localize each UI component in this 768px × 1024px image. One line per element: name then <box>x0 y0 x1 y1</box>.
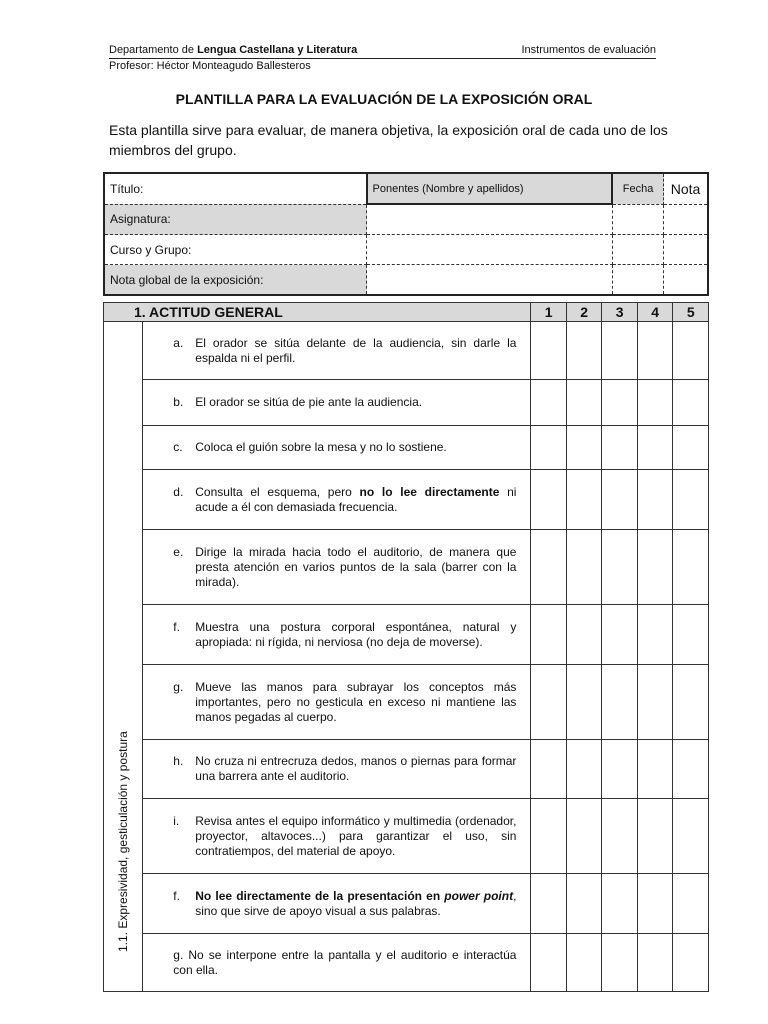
score-cell[interactable] <box>531 799 567 874</box>
nota-cell[interactable] <box>664 265 708 296</box>
criterion-c: c. Coloca el guión sobre la mesa y no lo sostiene. <box>143 426 531 470</box>
score-cell[interactable] <box>566 665 602 740</box>
header-right: Instrumentos de evaluación <box>521 44 656 56</box>
section-title: 1. ACTITUD GENERAL <box>104 303 531 322</box>
document-header <box>109 44 656 73</box>
fecha-cell[interactable] <box>612 265 663 296</box>
criterion-h: h. No cruza ni entrecruza dedos, manos o piernas para formar una barrera ante el auditorio. <box>143 740 531 799</box>
score-cell[interactable] <box>566 322 602 380</box>
score-cell[interactable] <box>673 665 709 740</box>
criterion-i: i. Revisa antes el equipo informático y multimedia (ordenador, proyector, altavoces...) para garantizar el uso, sin contratiempos, del material de apoyo. <box>143 799 531 874</box>
score-cell[interactable] <box>531 605 567 665</box>
curso-label: Curso y Grupo: <box>104 235 367 265</box>
score-cell[interactable] <box>531 426 567 470</box>
score-cell[interactable] <box>602 665 638 740</box>
score-cell[interactable] <box>566 380 602 426</box>
criterion-g: g. Mueve las manos para subrayar los conceptos más importantes, pero no gesticula en exceso ni mantiene las manos pegadas al cuerpo. <box>143 665 531 740</box>
score-header-1: 1 <box>531 303 567 322</box>
score-cell[interactable] <box>566 605 602 665</box>
criterion-g2: g. No se interpone entre la pantalla y el auditorio e interactúa con ella. <box>143 934 531 992</box>
score-cell[interactable] <box>673 740 709 799</box>
score-cell[interactable] <box>531 665 567 740</box>
score-cell[interactable] <box>566 934 602 992</box>
score-cell[interactable] <box>637 322 673 380</box>
page-title: PLANTILLA PARA LA EVALUACIÓN DE LA EXPOSICIÓN ORAL <box>175 91 593 107</box>
score-cell[interactable] <box>566 740 602 799</box>
subsection-label: 1.1. Expresividad, gesticulación y postura <box>104 322 143 992</box>
ponentes-header: Ponentes (Nombre y apellidos) <box>367 173 613 204</box>
nota-cell[interactable] <box>664 204 708 235</box>
score-cell[interactable] <box>602 530 638 605</box>
score-cell[interactable] <box>566 530 602 605</box>
score-header-2: 2 <box>566 303 602 322</box>
ponente-cell[interactable] <box>367 235 613 265</box>
score-cell[interactable] <box>673 470 709 530</box>
score-cell[interactable] <box>637 799 673 874</box>
score-cell[interactable] <box>637 665 673 740</box>
score-cell[interactable] <box>637 470 673 530</box>
score-cell[interactable] <box>673 934 709 992</box>
evaluation-table <box>103 302 709 992</box>
score-cell[interactable] <box>602 426 638 470</box>
intro-text: Esta plantilla sirve para evaluar, de manera objetiva, la exposición oral de cada uno de los miembros del grupo. <box>109 122 668 158</box>
score-cell[interactable] <box>637 934 673 992</box>
score-header-5: 5 <box>673 303 709 322</box>
fecha-header: Fecha <box>612 173 663 204</box>
score-cell[interactable] <box>602 322 638 380</box>
score-cell[interactable] <box>673 426 709 470</box>
score-cell[interactable] <box>637 426 673 470</box>
ponente-cell[interactable] <box>367 204 613 235</box>
score-cell[interactable] <box>531 322 567 380</box>
score-cell[interactable] <box>602 934 638 992</box>
criterion-f: f. Muestra una postura corporal espontánea, natural y apropiada: ni rígida, ni nerviosa (no deja de moverse). <box>143 605 531 665</box>
score-cell[interactable] <box>673 530 709 605</box>
score-header-4: 4 <box>637 303 673 322</box>
score-cell[interactable] <box>602 799 638 874</box>
ponente-cell[interactable] <box>367 265 613 296</box>
criterion-d: d. Consulta el esquema, pero no lo lee directamente ni acude a él con demasiada frecuencia. <box>143 470 531 530</box>
score-cell[interactable] <box>637 740 673 799</box>
fecha-cell[interactable] <box>612 204 663 235</box>
titulo-label: Título: <box>104 173 367 204</box>
score-cell[interactable] <box>602 605 638 665</box>
teacher: Profesor: Héctor Monteagudo Ballesteros <box>109 60 311 72</box>
score-cell[interactable] <box>531 934 567 992</box>
criterion-e: e. Dirige la mirada hacia todo el auditorio, de manera que presta atención en varios puntos de la sala (barrer con la mirada). <box>143 530 531 605</box>
score-cell[interactable] <box>602 874 638 934</box>
criterion-b: b. El orador se sitúa de pie ante la audiencia. <box>143 380 531 426</box>
score-cell[interactable] <box>531 380 567 426</box>
score-cell[interactable] <box>531 874 567 934</box>
score-cell[interactable] <box>673 380 709 426</box>
nota-global-label: Nota global de la exposición: <box>104 265 367 296</box>
score-cell[interactable] <box>531 740 567 799</box>
score-cell[interactable] <box>602 470 638 530</box>
info-table <box>103 172 709 296</box>
criterion-a: a. El orador se sitúa delante de la audiencia, sin darle la espalda ni el perfil. <box>143 322 531 380</box>
score-cell[interactable] <box>566 874 602 934</box>
department: Departamento de Lengua Castellana y Literatura <box>109 44 358 56</box>
score-cell[interactable] <box>637 874 673 934</box>
score-cell[interactable] <box>566 426 602 470</box>
score-cell[interactable] <box>637 530 673 605</box>
score-cell[interactable] <box>637 605 673 665</box>
score-cell[interactable] <box>673 322 709 380</box>
score-cell[interactable] <box>673 799 709 874</box>
score-cell[interactable] <box>602 380 638 426</box>
score-cell[interactable] <box>566 470 602 530</box>
nota-header: Nota <box>664 173 708 204</box>
score-cell[interactable] <box>673 605 709 665</box>
score-cell[interactable] <box>531 470 567 530</box>
score-cell[interactable] <box>531 530 567 605</box>
criterion-f2: f. No lee directamente de la presentación en power point, sino que sirve de apoyo visual a sus palabras. <box>143 874 531 934</box>
fecha-cell[interactable] <box>612 235 663 265</box>
nota-cell[interactable] <box>664 235 708 265</box>
asignatura-label: Asignatura: <box>104 204 367 235</box>
score-header-3: 3 <box>602 303 638 322</box>
score-cell[interactable] <box>637 380 673 426</box>
score-cell[interactable] <box>602 740 638 799</box>
score-cell[interactable] <box>673 874 709 934</box>
score-cell[interactable] <box>566 799 602 874</box>
